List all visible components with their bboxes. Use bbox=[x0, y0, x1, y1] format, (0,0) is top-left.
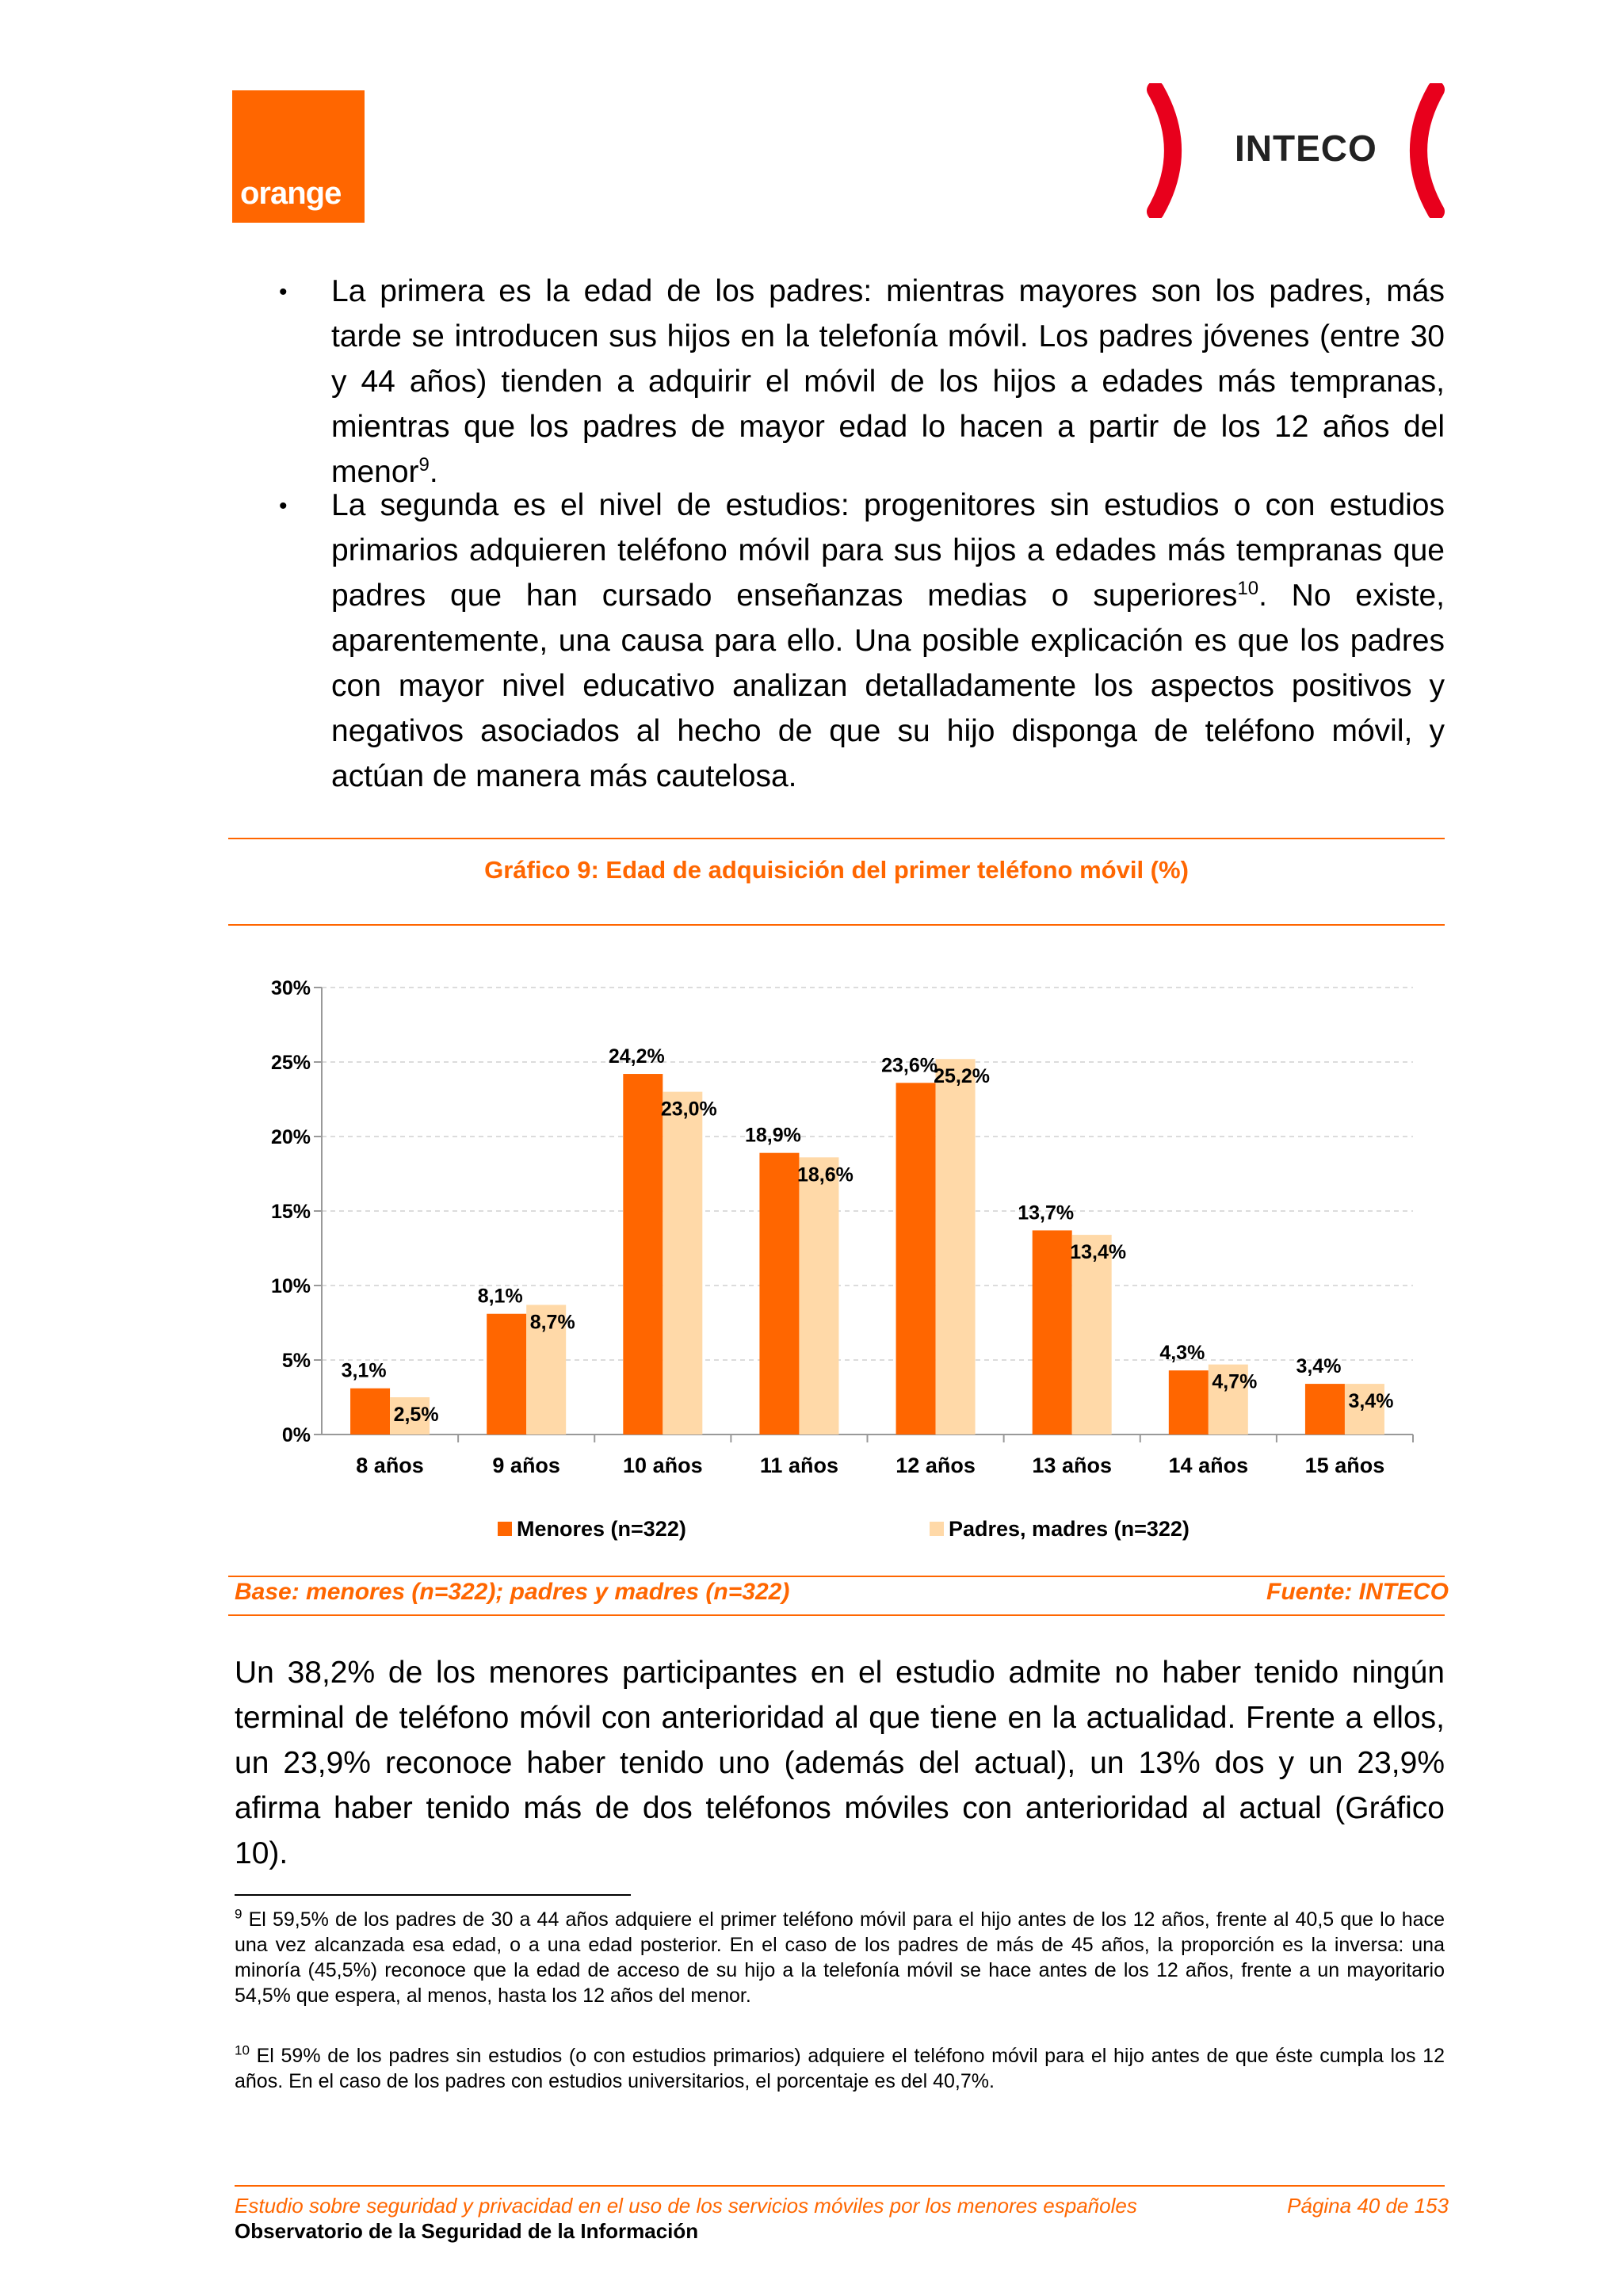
bullet-marker: • bbox=[279, 493, 288, 519]
bullet-tail: . No existe, aparentemente, una causa para ello. Una posible explicación es que los padres con mayor nivel educativo analizan detalladamente los aspectos positivos y negativos asociados al hecho de que su hijo disponga de teléfono móvil, y actúan de manera más cautelosa. bbox=[331, 579, 1445, 793]
inteco-logo-text: INTECO bbox=[1235, 128, 1377, 169]
orange-logo-text: orange bbox=[240, 176, 342, 211]
bar bbox=[1169, 1370, 1209, 1435]
bullet-paragraph bbox=[331, 269, 1445, 495]
footnote-text: El 59,5% de los padres de 30 a 44 años adquiere el primer teléfono móvil para el hijo antes de los 12 años, frente al 40,5 que lo hace una vez alcanzada esa edad, o a una edad posterior. En el caso de los padres de más de 45 años, la proporción es la inversa: una minoría (45,5%) reconoce que la edad de acceso de su hijo a la telefonía móvil se hace antes de los 12 años, frente a un mayoritario 54,5% que espera, al menos, hasta los 12 años del menor. bbox=[235, 1908, 1445, 2007]
bullet-text: La segunda es el nivel de estudios: progenitores sin estudios o con estudios primarios adquieren teléfono móvil para sus hijos a edades más tempranas que padres que han cursado enseñanzas medias o superiores bbox=[331, 488, 1445, 613]
body-paragraph: Un 38,2% de los menores participantes en el estudio admite no haber tenido ningún terminal de teléfono móvil con anterioridad al que tiene en la actualidad. Frente a ellos, un 23,9% reconoce haber tenido uno (además del actual), un 13% dos y un 23,9% afirma haber tenido más de dos teléfonos móviles con anterioridad al actual (Gráfico 10). bbox=[235, 1656, 1445, 1870]
y-tick-label: 0% bbox=[281, 1424, 311, 1446]
y-tick-label: 10% bbox=[270, 1275, 311, 1297]
data-label: 8,1% bbox=[477, 1285, 523, 1308]
bar bbox=[1305, 1384, 1345, 1435]
data-label: 4,3% bbox=[1159, 1342, 1205, 1365]
data-label: 3,4% bbox=[1348, 1390, 1394, 1413]
data-label: 25,2% bbox=[934, 1065, 991, 1088]
bullet-text: La primera es la edad de los padres: mientras mayores son los padres, más tarde se introducen sus hijos en la telefonía móvil. Los padres jóvenes (entre 30 y 44 años) tienden a adquirir el móvil de los hijos a edades más tempranas, mientras que los padres de mayor edad lo hacen a partir de los 12 años del menor bbox=[331, 274, 1445, 489]
chart-legend bbox=[498, 1517, 1190, 1541]
footnote-number: 9 bbox=[235, 1906, 242, 1922]
footer-organization: Observatorio de la Seguridad de la Información bbox=[235, 2219, 699, 2243]
chart-title: Gráfico 9: Edad de adquisición del primer teléfono móvil (%) bbox=[484, 856, 1189, 884]
footnote-number: 10 bbox=[235, 2042, 250, 2058]
data-label: 8,7% bbox=[529, 1311, 575, 1334]
chart-bottom-rule bbox=[228, 1576, 1445, 1577]
x-tick-label: 12 años bbox=[896, 1454, 976, 1477]
footnote-10 bbox=[235, 2043, 1445, 2094]
bullet-paragraph bbox=[331, 483, 1445, 799]
y-tick-label: 15% bbox=[270, 1201, 311, 1223]
orange-logo bbox=[232, 90, 365, 223]
bar bbox=[623, 1074, 663, 1435]
data-label: 13,7% bbox=[1018, 1201, 1075, 1224]
footnote-rule bbox=[235, 1894, 631, 1896]
bullet-marker: • bbox=[279, 279, 288, 305]
bar bbox=[663, 1092, 702, 1435]
data-label: 2,5% bbox=[393, 1404, 439, 1426]
data-label: 3,4% bbox=[1296, 1355, 1342, 1378]
y-tick-label: 25% bbox=[270, 1052, 311, 1074]
data-label: 18,9% bbox=[744, 1124, 801, 1147]
chart-title-rule bbox=[228, 924, 1445, 926]
chart-top-rule bbox=[228, 838, 1445, 839]
footnote-ref[interactable]: 10 bbox=[1237, 578, 1259, 599]
data-label: 23,6% bbox=[881, 1054, 938, 1077]
chart-source-note: Fuente: INTECO bbox=[1266, 1579, 1449, 1605]
x-tick-label: 9 años bbox=[492, 1454, 560, 1477]
bar bbox=[1033, 1230, 1072, 1435]
data-label: 24,2% bbox=[608, 1045, 665, 1068]
bullet-tail: . bbox=[429, 455, 438, 489]
x-tick-label: 11 años bbox=[759, 1454, 838, 1477]
footer-page-number: Página 40 de 153 bbox=[1287, 2194, 1449, 2218]
data-label: 4,7% bbox=[1212, 1370, 1258, 1393]
legend-label: Menores (n=322) bbox=[517, 1517, 686, 1541]
bar-chart bbox=[228, 942, 1445, 1568]
data-label: 3,1% bbox=[341, 1359, 387, 1382]
footnote-text: El 59% de los padres sin estudios (o con estudios primarios) adquiere el teléfono móvil para el hijo antes de que éste cumpla los 12 años. En el caso de los padres con estudios universitarios, el porcentaje es del 40,7%. bbox=[235, 2045, 1445, 2092]
footnote-ref[interactable]: 9 bbox=[418, 454, 430, 476]
legend-swatch bbox=[930, 1522, 944, 1536]
bar bbox=[936, 1059, 976, 1435]
x-tick-label: 14 años bbox=[1168, 1454, 1249, 1477]
bar bbox=[759, 1153, 799, 1435]
footer-rule bbox=[235, 2185, 1445, 2187]
legend-swatch bbox=[498, 1522, 512, 1536]
data-label: 23,0% bbox=[660, 1098, 717, 1121]
bar bbox=[799, 1157, 838, 1435]
y-tick-label: 20% bbox=[270, 1126, 311, 1148]
x-tick-label: 13 años bbox=[1032, 1454, 1112, 1477]
chart-base-note: Base: menores (n=322); padres y madres (n=322) bbox=[235, 1579, 790, 1605]
footnote-9 bbox=[235, 1907, 1445, 2008]
x-tick-label: 10 años bbox=[623, 1454, 703, 1477]
y-tick-label: 30% bbox=[270, 977, 311, 999]
bar bbox=[350, 1389, 390, 1435]
y-tick-label: 5% bbox=[281, 1350, 311, 1372]
data-label: 18,6% bbox=[796, 1163, 854, 1186]
bar bbox=[1072, 1235, 1112, 1435]
chart-base-rule bbox=[228, 1614, 1445, 1616]
x-tick-label: 8 años bbox=[356, 1454, 424, 1477]
footer-title: Estudio sobre seguridad y privacidad en el uso de los servicios móviles por los menores españoles bbox=[235, 2194, 1137, 2218]
data-label: 13,4% bbox=[1070, 1241, 1127, 1264]
inteco-logo bbox=[1141, 83, 1450, 218]
bar bbox=[896, 1083, 936, 1435]
legend-label: Padres, madres (n=322) bbox=[949, 1517, 1190, 1541]
bar bbox=[487, 1314, 526, 1435]
x-tick-label: 15 años bbox=[1304, 1454, 1385, 1477]
